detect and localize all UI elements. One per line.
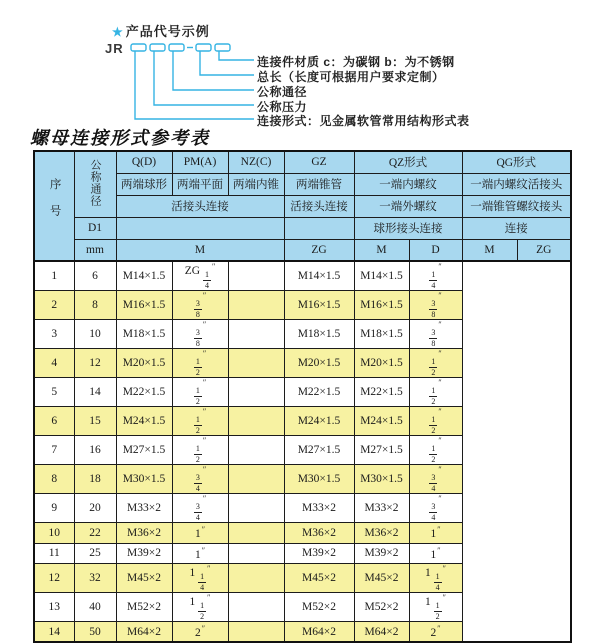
cell-gz: $\frac{3}{4}$ ″ xyxy=(172,494,228,523)
cell-qz_d: M16×1.5 xyxy=(284,291,354,320)
header-thread: D xyxy=(409,239,462,261)
star-icon: ★ xyxy=(112,25,124,39)
cell-no: 14 xyxy=(34,622,74,643)
header-subconnection: 连接 xyxy=(462,217,571,239)
cell-gz: $\frac{1}{2}$ ″ xyxy=(172,349,228,378)
header-thread: M xyxy=(354,239,409,261)
cell-mm: 25 xyxy=(74,543,116,564)
cell-qz_m xyxy=(228,261,284,291)
cell-qg_m: M45×2 xyxy=(354,564,409,593)
cell-qz_d: M14×1.5 xyxy=(284,261,354,291)
header-group-pma: PM(A) xyxy=(172,151,228,173)
connector-line xyxy=(154,51,254,105)
header-style: 两端平面 xyxy=(172,173,228,195)
table-row xyxy=(34,622,571,643)
code-label-diameter: 公称通径 xyxy=(257,85,308,99)
cell-qz_d: M20×1.5 xyxy=(284,349,354,378)
header-connection: 一端外螺纹 xyxy=(354,195,462,217)
cell-qz_m xyxy=(228,465,284,494)
cell-qg_m: M36×2 xyxy=(354,523,409,544)
table-row xyxy=(34,320,571,349)
cell-mm: 10 xyxy=(74,320,116,349)
cell-gz: $\frac{3}{8}$ ″ xyxy=(172,320,228,349)
header-connection: 一端锥管螺纹接头 xyxy=(462,195,571,217)
cell-qg_m: M20×1.5 xyxy=(354,349,409,378)
header-empty xyxy=(284,217,354,239)
cell-no: 9 xyxy=(34,494,74,523)
table-row xyxy=(34,465,571,494)
cell-qz_d: M33×2 xyxy=(284,494,354,523)
cell-qg_zg: $\frac{1}{2}$ ″ xyxy=(409,378,462,407)
code-label-connection: 连接形式：见金属软管常用结构形式表 xyxy=(257,114,470,128)
header-group-qz: QZ形式 xyxy=(354,151,462,173)
cell-no: 8 xyxy=(34,465,74,494)
cell-qz_d: M39×2 xyxy=(284,543,354,564)
table-row xyxy=(34,523,571,544)
cell-no: 4 xyxy=(34,349,74,378)
table-row xyxy=(34,543,571,564)
cell-m: M64×2 xyxy=(116,622,172,643)
cell-no: 13 xyxy=(34,593,74,622)
cell-qg_m: M27×1.5 xyxy=(354,436,409,465)
table-row xyxy=(34,494,571,523)
header-serial: 序号 xyxy=(34,151,74,261)
header-thread: M xyxy=(462,239,517,261)
header-group-qd: Q(D) xyxy=(116,151,172,173)
cell-qz_m xyxy=(228,543,284,564)
header-thread: M xyxy=(116,239,284,261)
cell-qz_d: M36×2 xyxy=(284,523,354,544)
cell-no: 1 xyxy=(34,261,74,291)
cell-gz: 1 $\frac{1}{4}$ ″ xyxy=(172,564,228,593)
code-label-material: 连接件材质 c：为碳钢 b：为不锈钢 xyxy=(257,55,455,69)
cell-qz_d: M27×1.5 xyxy=(284,436,354,465)
cell-m: M30×1.5 xyxy=(116,465,172,494)
cell-qz_m xyxy=(228,407,284,436)
header-group-nzc: NZ(C) xyxy=(228,151,284,173)
cell-gz: $\frac{3}{8}$ ″ xyxy=(172,291,228,320)
header-group-gz: GZ xyxy=(284,151,354,173)
cell-mm: 12 xyxy=(74,349,116,378)
table-row xyxy=(34,261,571,291)
cell-gz: 2″ xyxy=(172,622,228,643)
table-row xyxy=(34,349,571,378)
cell-mm: 32 xyxy=(74,564,116,593)
cell-gz: ZG $\frac{1}{4}$ ″ xyxy=(172,261,228,291)
cell-m: M39×2 xyxy=(116,543,172,564)
cell-gz: 1″ xyxy=(172,543,228,564)
cell-qg_zg: 1 $\frac{1}{4}$ ″ xyxy=(409,564,462,593)
cell-qg_zg: 1 $\frac{1}{2}$ ″ xyxy=(409,593,462,622)
connector-line xyxy=(200,51,254,75)
cell-no: 12 xyxy=(34,564,74,593)
cell-qz_d: M64×2 xyxy=(284,622,354,643)
code-box xyxy=(150,44,165,51)
header-style: 一端内螺纹 xyxy=(354,173,462,195)
cell-qz_d: M30×1.5 xyxy=(284,465,354,494)
cell-qz_d: M24×1.5 xyxy=(284,407,354,436)
header-style: 两端球形 xyxy=(116,173,172,195)
table-row xyxy=(34,593,571,622)
cell-qg_zg: $\frac{3}{8}$ ″ xyxy=(409,291,462,320)
cell-qz_m xyxy=(228,564,284,593)
cell-qg_m: M22×1.5 xyxy=(354,378,409,407)
cell-mm: 16 xyxy=(74,436,116,465)
cell-gz: $\frac{1}{2}$ ″ xyxy=(172,407,228,436)
cell-no: 5 xyxy=(34,378,74,407)
cell-no: 6 xyxy=(34,407,74,436)
cell-m: M24×1.5 xyxy=(116,407,172,436)
cell-qg_m: M30×1.5 xyxy=(354,465,409,494)
cell-qg_m: M52×2 xyxy=(354,593,409,622)
cell-mm: 40 xyxy=(74,593,116,622)
header-connection: 活接头连接 xyxy=(116,195,284,217)
header-thread: ZG xyxy=(284,239,354,261)
code-label-length: 总长（长度可根据用户要求定制） xyxy=(257,70,445,84)
connector-line xyxy=(219,51,254,60)
cell-qg_zg: 2″ xyxy=(409,622,462,643)
cell-qg_zg: $\frac{1}{2}$ ″ xyxy=(409,436,462,465)
cell-mm: 15 xyxy=(74,407,116,436)
header-style: 一端内螺纹活接头 xyxy=(462,173,571,195)
header-style: 两端锥管 xyxy=(284,173,354,195)
cell-m: M45×2 xyxy=(116,564,172,593)
table-row xyxy=(34,564,571,593)
cell-no: 2 xyxy=(34,291,74,320)
cell-qz_d: M52×2 xyxy=(284,593,354,622)
cell-m: M52×2 xyxy=(116,593,172,622)
cell-qg_m: M16×1.5 xyxy=(354,291,409,320)
cell-m: M33×2 xyxy=(116,494,172,523)
code-box xyxy=(215,44,230,51)
cell-qg_m: M39×2 xyxy=(354,543,409,564)
cell-qg_m: M64×2 xyxy=(354,622,409,643)
header-empty xyxy=(116,217,284,239)
table-body xyxy=(34,261,571,642)
cell-mm: 14 xyxy=(74,378,116,407)
cell-gz: $\frac{3}{4}$ ″ xyxy=(172,465,228,494)
code-box xyxy=(131,44,146,51)
cell-no: 7 xyxy=(34,436,74,465)
header-group-qg: QG形式 xyxy=(462,151,571,173)
product-code-heading xyxy=(112,21,210,40)
product-code-prefix: JR xyxy=(105,41,124,56)
table-row xyxy=(34,407,571,436)
table-row xyxy=(34,378,571,407)
cell-gz: $\frac{1}{2}$ ″ xyxy=(172,378,228,407)
cell-mm: 18 xyxy=(74,465,116,494)
code-label-pressure: 公称压力 xyxy=(257,100,308,114)
cell-gz: $\frac{1}{2}$ ″ xyxy=(172,436,228,465)
cell-qz_d: M22×1.5 xyxy=(284,378,354,407)
connector-line xyxy=(173,51,254,90)
code-box xyxy=(169,44,184,51)
cell-m: M36×2 xyxy=(116,523,172,544)
cell-m: M18×1.5 xyxy=(116,320,172,349)
cell-qg_m: M14×1.5 xyxy=(354,261,409,291)
cell-no: 11 xyxy=(34,543,74,564)
cell-qg_zg: $\frac{3}{4}$ ″ xyxy=(409,465,462,494)
cell-qg_zg: $\frac{1}{2}$ ″ xyxy=(409,349,462,378)
cell-qz_d: M18×1.5 xyxy=(284,320,354,349)
header-d1: D1 xyxy=(74,217,116,239)
cell-qg_zg: $\frac{1}{2}$ ″ xyxy=(409,407,462,436)
code-box xyxy=(196,44,211,51)
cell-qz_d: M45×2 xyxy=(284,564,354,593)
cell-m: M27×1.5 xyxy=(116,436,172,465)
table-header xyxy=(34,151,571,261)
cell-gz: 1 $\frac{1}{2}$ ″ xyxy=(172,593,228,622)
header-style: 两端内锥 xyxy=(228,173,284,195)
connector-line xyxy=(135,51,254,119)
cell-qz_m xyxy=(228,291,284,320)
cell-qg_zg: 1″ xyxy=(409,523,462,544)
cell-qz_m xyxy=(228,436,284,465)
cell-qz_m xyxy=(228,320,284,349)
cell-no: 3 xyxy=(34,320,74,349)
cell-qg_m: M18×1.5 xyxy=(354,320,409,349)
cell-no: 10 xyxy=(34,523,74,544)
cell-mm: 22 xyxy=(74,523,116,544)
nut-connection-table xyxy=(33,150,572,643)
table-title: 螺母连接形式参考表 xyxy=(30,128,210,148)
cell-qg_m: M33×2 xyxy=(354,494,409,523)
product-code-title: 产品代号示例 xyxy=(125,24,210,39)
table-row xyxy=(34,436,571,465)
cell-qg_zg: 1″ xyxy=(409,543,462,564)
header-mm: mm xyxy=(74,239,116,261)
header-diameter: 公称通径 xyxy=(74,151,116,217)
cell-m: M14×1.5 xyxy=(116,261,172,291)
cell-qz_m xyxy=(228,349,284,378)
cell-qg_zg: $\frac{1}{4}$ ″ xyxy=(409,261,462,291)
cell-m: M22×1.5 xyxy=(116,378,172,407)
header-subconnection: 球形接头连接 xyxy=(354,217,462,239)
cell-mm: 6 xyxy=(74,261,116,291)
cell-mm: 20 xyxy=(74,494,116,523)
cell-qg_m: M24×1.5 xyxy=(354,407,409,436)
cell-mm: 50 xyxy=(74,622,116,643)
header-connection: 活接头连接 xyxy=(284,195,354,217)
cell-qg_zg: $\frac{3}{8}$ ″ xyxy=(409,320,462,349)
cell-qg_zg: $\frac{3}{4}$ ″ xyxy=(409,494,462,523)
cell-m: M16×1.5 xyxy=(116,291,172,320)
cell-qz_m xyxy=(228,622,284,643)
cell-m: M20×1.5 xyxy=(116,349,172,378)
cell-qz_m xyxy=(228,523,284,544)
cell-qz_m xyxy=(228,494,284,523)
cell-gz: 1″ xyxy=(172,523,228,544)
cell-qz_m xyxy=(228,593,284,622)
cell-qz_m xyxy=(228,378,284,407)
cell-mm: 8 xyxy=(74,291,116,320)
header-thread: ZG xyxy=(517,239,571,261)
table-row xyxy=(34,291,571,320)
